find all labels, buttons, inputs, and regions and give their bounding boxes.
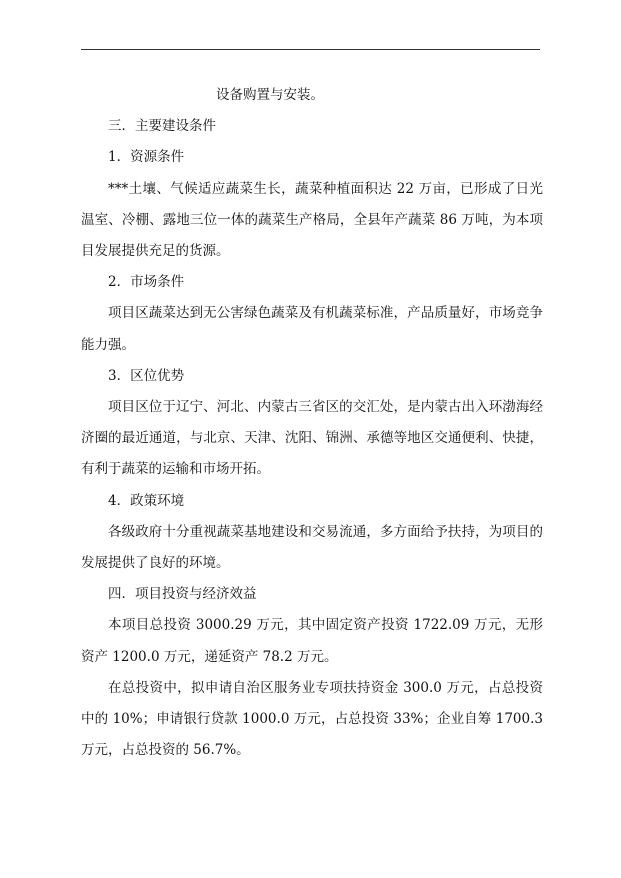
subsection-heading: 2．市场条件: [108, 274, 185, 291]
text-line: 设备购置与安装。: [216, 87, 324, 103]
paragraph: 各级政府十分重视蔬菜基地建设和交易流通，多方面给予扶持，为项目的发展提供了良好的环境。: [81, 523, 543, 572]
section-heading: 三．主要建设条件: [108, 118, 216, 135]
paragraph: 在总投资中，拟申请自治区服务业专项扶持资金 300.0 万元，占总投资中的 10%；申请银行贷款 1000.0 万元，占总投资 33%；企业自筹 1700.3 万元，占总投资的 56.7%。: [81, 679, 543, 759]
subsection-heading: 4．政策环境: [108, 492, 185, 509]
paragraph: 本项目总投资 3000.29 万元，其中固定资产投资 1722.09 万元，无形资产 1200.0 万元，递延资产 78.2 万元。: [81, 617, 543, 665]
header-rule: [81, 49, 540, 50]
paragraph: 项目区蔬菜达到无公害绿色蔬菜及有机蔬菜标准，产品质量好，市场竞争能力强。: [81, 305, 543, 353]
document-body: [81, 80, 543, 766]
section-heading: 四．项目投资与经济效益: [108, 586, 257, 603]
paragraph: ***土壤、气候适应蔬菜生长，蔬菜种植面积达 22 万亩，已形成了日光温室、冷棚、露地三位一体的蔬菜生产格局，全县年产蔬菜 86 万吨，为本项目发展提供充足的货源。: [81, 180, 543, 260]
subsection-heading: 3．区位优势: [108, 367, 185, 384]
subsection-heading: 1．资源条件: [108, 149, 185, 166]
paragraph: 项目区位于辽宁、河北、内蒙古三省区的交汇处，是内蒙古出入环渤海经济圈的最近通道，与北京、天津、沈阳、锦洲、承德等地区交通便利、快捷，有利于蔬菜的运输和市场开拓。: [81, 399, 543, 478]
